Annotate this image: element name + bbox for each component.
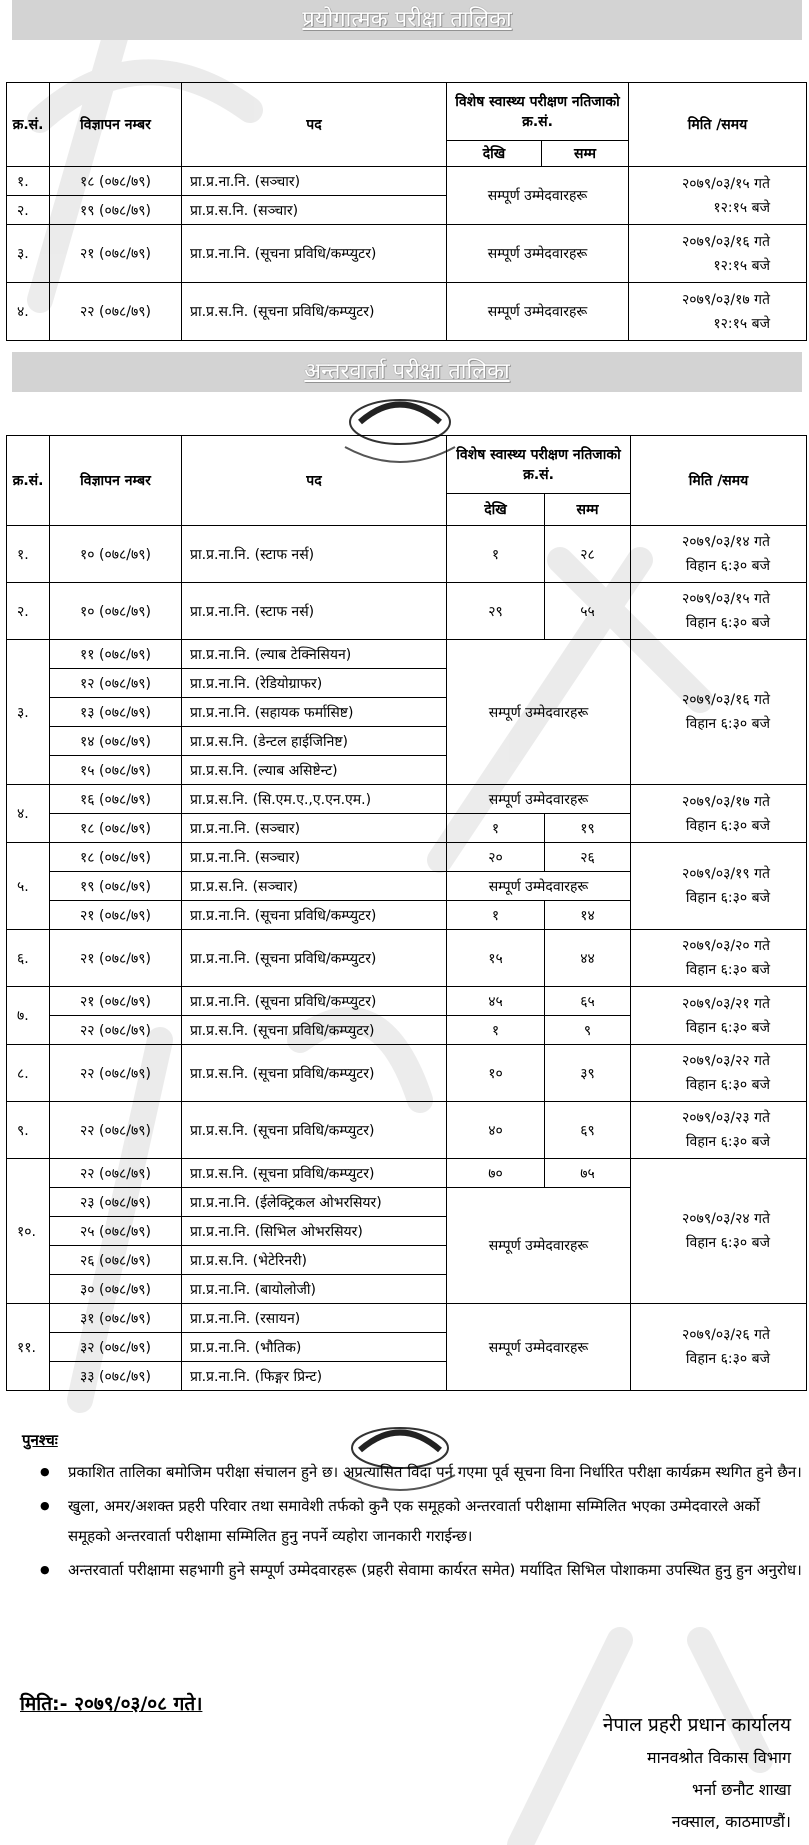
table-cell-datetime xyxy=(631,843,807,930)
date-text: २०७९/०३/१६ गते xyxy=(682,233,770,250)
table-cell-all-candidates: सम्पूर्ण उम्मेदवारहरू xyxy=(447,167,629,225)
table-cell-ad: १४ (०७८/७९) xyxy=(50,727,182,756)
table-cell-datetime xyxy=(631,785,807,843)
date-text: २०७९/०३/१६ गते xyxy=(682,692,770,708)
header-from: देखि xyxy=(447,141,542,167)
table-cell-sn: १०. xyxy=(7,1159,50,1304)
table-cell-post: प्रा.प्र.स.नि. (भेटेरिनरी) xyxy=(182,1246,447,1275)
table-cell-to: २६ xyxy=(545,843,631,872)
table-cell-post: प्रा.प्र.स.नि. (सूचना प्रविधि/कम्प्युटर) xyxy=(182,1102,447,1159)
table-cell-ad: २१ (०७८/७९) xyxy=(50,987,182,1016)
signature-dept: मानवश्रोत विकास विभाग xyxy=(647,1748,791,1767)
table-cell-to: ६९ xyxy=(545,1102,631,1159)
table-cell-ad: १८ (०७८/७९) xyxy=(50,167,182,196)
table-cell-ad: १३ (०७८/७९) xyxy=(50,698,182,727)
table-cell-to: २८ xyxy=(545,526,631,583)
table-cell-ad: २३ (०७८/७९) xyxy=(50,1188,182,1217)
table-cell-ad: १० (०७८/७९) xyxy=(50,583,182,640)
table-cell-post: प्रा.प्र.ना.नि. (भौतिक) xyxy=(182,1333,447,1362)
table-cell-datetime xyxy=(629,225,807,283)
time-text: १२:१५ बजे xyxy=(713,257,770,274)
table-cell-ad: २६ (०७८/७९) xyxy=(50,1246,182,1275)
table-cell-from: २९ xyxy=(447,583,545,640)
table-cell-post: प्रा.प्र.ना.नि. (सूचना प्रविधि/कम्प्युटर) xyxy=(182,930,447,987)
table-cell-all-candidates: सम्पूर्ण उम्मेदवारहरू xyxy=(447,785,631,814)
date-text: २०७९/०३/२४ गते xyxy=(682,1211,770,1227)
table-cell-from: ७० xyxy=(447,1159,545,1188)
table-cell-ad: ११ (०७८/७९) xyxy=(50,640,182,669)
header-from: देखि xyxy=(447,494,545,526)
table-cell-sn: २. xyxy=(7,583,50,640)
table-cell-ad: २१ (०७८/७९) xyxy=(50,930,182,987)
header-to: सम्म xyxy=(545,494,631,526)
table-cell-sn: ८. xyxy=(7,1045,50,1102)
table-cell-to: ३९ xyxy=(545,1045,631,1102)
date-text: २०७९/०३/१७ गते xyxy=(682,793,770,810)
header-result-sn: विशेष स्वास्थ्य परीक्षण नतिजाको क्र.सं. xyxy=(447,436,631,494)
table-cell-to: ६५ xyxy=(545,987,631,1016)
date-text: २०७९/०३/१५ गते xyxy=(682,175,770,192)
table-cell-from: ४० xyxy=(447,1102,545,1159)
header-result-sn: विशेष स्वास्थ्य परीक्षण नतिजाको क्र.सं. xyxy=(447,83,629,141)
list-item: ● खुला, अमर/अशक्त प्रहरी परिवार तथा समावेशी तर्फको कुनै एक समूहको अन्तरवार्ता परीक्षामा सम्मिलित भएका उम्मेदवारले अर्को समूहको अन्तरवार्ता परीक्षामा सम्मिलित हुनु नपर्ने व्यहोरा जानकारी गराईन्छ। xyxy=(68,1491,802,1551)
notes-heading: पुनश्चः xyxy=(22,1431,58,1449)
table-cell-post: प्रा.प्र.ना.नि. (सञ्चार) xyxy=(182,843,447,872)
table-cell-post: प्रा.प्र.ना.नि. (सिभिल ओभरसियर) xyxy=(182,1217,447,1246)
table-cell-sn: ७. xyxy=(7,987,50,1045)
table-cell-ad: १९ (०७८/७९) xyxy=(50,872,182,901)
table-cell-sn: ३. xyxy=(7,640,50,785)
time-text: विहान ६:३० बजे xyxy=(685,615,770,631)
table-cell-post: प्रा.प्र.ना.नि. (बायोलोजी) xyxy=(182,1275,447,1304)
header-sn: क्र.सं. xyxy=(7,83,50,167)
date-text: २०७९/०३/१४ गते xyxy=(682,534,770,550)
table-cell-ad: ३० (०७८/७९) xyxy=(50,1275,182,1304)
table-cell-from: १ xyxy=(447,526,545,583)
signature-branch: भर्ना छनौट शाखा xyxy=(691,1780,791,1799)
time-text: विहान ६:३० बजे xyxy=(685,1351,770,1367)
table-cell-all-candidates: सम्पूर्ण उम्मेदवारहरू xyxy=(447,1304,631,1391)
time-text: विहान ६:३० बजे xyxy=(685,1235,770,1251)
date-text: २०७९/०३/१९ गते xyxy=(682,866,770,882)
table-cell-datetime xyxy=(631,583,807,640)
table-cell-datetime xyxy=(631,640,807,785)
table-cell-ad: ३२ (०७८/७९) xyxy=(50,1333,182,1362)
date-text: २०७९/०३/२६ गते xyxy=(682,1327,770,1343)
table-cell-sn: ६. xyxy=(7,930,50,987)
table-cell-ad: २१ (०७८/७९) xyxy=(50,901,182,930)
table-cell-post: प्रा.प्र.स.नि. (सञ्चार) xyxy=(182,196,447,225)
date-text: २०७९/०३/२२ गते xyxy=(682,1053,770,1069)
signature-org: नेपाल प्रहरी प्रधान कार्यालय xyxy=(602,1714,791,1736)
table-cell-ad: २१ (०७८/७९) xyxy=(50,225,182,283)
date-text: २०७९/०३/१५ गते xyxy=(682,591,770,607)
table-cell-post: प्रा.प्र.ना.नि. (ईलेक्ट्रिकल ओभरसियर) xyxy=(182,1188,447,1217)
date-text: २०७९/०३/२१ गते xyxy=(682,995,770,1012)
table-cell-post: प्रा.प्र.ना.नि. (सहायक फर्मासिष्ट) xyxy=(182,698,447,727)
table-cell-post: प्रा.प्र.स.नि. (सूचना प्रविधि/कम्प्युटर) xyxy=(182,1016,447,1045)
header-to: सम्म xyxy=(542,141,629,167)
table-cell-datetime xyxy=(631,1045,807,1102)
practical-exam-table xyxy=(6,82,807,341)
table-cell-datetime xyxy=(631,930,807,987)
table-cell-ad: १८ (०७८/७९) xyxy=(50,843,182,872)
table-cell-ad: १२ (०७८/७९) xyxy=(50,669,182,698)
table-cell-post: प्रा.प्र.ना.नि. (सञ्चार) xyxy=(182,814,447,843)
table-cell-from: १० xyxy=(447,1045,545,1102)
table-cell-ad: २५ (०७८/७९) xyxy=(50,1217,182,1246)
time-text: १२:१५ बजे xyxy=(713,315,770,332)
table-cell-ad: २२ (०७८/७९) xyxy=(50,1102,182,1159)
table-cell-ad: ३३ (०७८/७९) xyxy=(50,1362,182,1391)
table-cell-all-candidates: सम्पूर्ण उम्मेदवारहरू xyxy=(447,872,631,901)
date-text: २०७९/०३/२३ गते xyxy=(682,1110,770,1126)
table-cell-post: प्रा.प्र.ना.नि. (सूचना प्रविधि/कम्प्युटर) xyxy=(182,225,447,283)
table-cell-from: १ xyxy=(447,814,545,843)
notes-list xyxy=(22,1457,802,1585)
table-cell-datetime xyxy=(631,1159,807,1304)
table-cell-to: १९ xyxy=(545,814,631,843)
table-cell-post: प्रा.प्र.स.नि. (सूचना प्रविधि/कम्प्युटर) xyxy=(182,1045,447,1102)
table-cell-sn: ९. xyxy=(7,1102,50,1159)
time-text: विहान ६:३० बजे xyxy=(685,890,770,906)
table-cell-all-candidates: सम्पूर्ण उम्मेदवारहरू xyxy=(447,283,629,341)
table-cell-post: प्रा.प्र.स.नि. (सि.एम.ए.,ए.एन.एम.) xyxy=(182,785,447,814)
notes-section xyxy=(22,1425,802,1589)
table-cell-datetime xyxy=(631,1102,807,1159)
table-cell-post: प्रा.प्र.ना.नि. (रेडियोग्राफर) xyxy=(182,669,447,698)
table-cell-from: २० xyxy=(447,843,545,872)
interview-exam-table xyxy=(6,435,807,1391)
time-text: विहान ६:३० बजे xyxy=(685,1077,770,1093)
table-cell-sn: ५. xyxy=(7,843,50,930)
table-cell-from: १५ xyxy=(447,930,545,987)
table-cell-post: प्रा.प्र.ना.नि. (सञ्चार) xyxy=(182,167,447,196)
header-ad-number: विज्ञापन नम्बर xyxy=(50,436,182,526)
table-cell-to: ७५ xyxy=(545,1159,631,1188)
table-cell-from: १ xyxy=(447,901,545,930)
table-cell-post: प्रा.प्र.ना.नि. (स्टाफ नर्स) xyxy=(182,526,447,583)
interview-exam-title: अन्तरवार्ता परीक्षा तालिका xyxy=(12,352,802,392)
table-cell-to: ५५ xyxy=(545,583,631,640)
table-cell-post: प्रा.प्र.स.नि. (ल्याब असिष्टेन्ट) xyxy=(182,756,447,785)
table-cell-datetime xyxy=(629,167,807,225)
table-cell-post: प्रा.प्र.ना.नि. (सूचना प्रविधि/कम्प्युटर) xyxy=(182,987,447,1016)
header-post: पद xyxy=(182,436,447,526)
table-cell-ad: १५ (०७८/७९) xyxy=(50,756,182,785)
table-cell-to: १४ xyxy=(545,901,631,930)
signature-block xyxy=(603,1708,791,1838)
table-cell-all-candidates: सम्पूर्ण उम्मेदवारहरू xyxy=(447,640,631,785)
table-cell-datetime xyxy=(629,283,807,341)
table-cell-ad: २२ (०७८/७९) xyxy=(50,1159,182,1188)
header-datetime: मिति /समय xyxy=(629,83,807,167)
list-item: ● अन्तरवार्ता परीक्षामा सहभागी हुने सम्पूर्ण उम्मेदवारहरू (प्रहरी सेवामा कार्यरत समेत) मर्यादित सिभिल पोशाकमा उपस्थित हुनु हुन अनुरोध। xyxy=(68,1555,802,1585)
table-cell-ad: २२ (०७८/७९) xyxy=(50,1045,182,1102)
list-item: ● प्रकाशित तालिका बमोजिम परीक्षा संचालन हुने छ। अप्रत्यासित विदा पर्न गएमा पूर्व सूचना विना निर्धारित परीक्षा कार्यक्रम स्थगित हुने छैन। xyxy=(68,1457,802,1487)
header-sn: क्र.सं. xyxy=(7,436,50,526)
table-cell-post: प्रा.प्र.स.नि. (सञ्चार) xyxy=(182,872,447,901)
table-cell-sn: ४. xyxy=(7,785,50,843)
header-datetime: मिति /समय xyxy=(631,436,807,526)
table-cell-post: प्रा.प्र.स.नि. (सूचना प्रविधि/कम्प्युटर) xyxy=(182,1159,447,1188)
table-cell-ad: १९ (०७८/७९) xyxy=(50,196,182,225)
table-cell-ad: २२ (०७८/७९) xyxy=(50,1016,182,1045)
table-cell-post: प्रा.प्र.स.नि. (सूचना प्रविधि/कम्प्युटर) xyxy=(182,283,447,341)
table-cell-sn: १. xyxy=(7,167,50,196)
table-cell-from: ४५ xyxy=(447,987,545,1016)
table-cell-datetime xyxy=(631,1304,807,1391)
table-cell-post: प्रा.प्र.स.नि. (डेन्टल हाईजिनिष्ट) xyxy=(182,727,447,756)
time-text: विहान ६:३० बजे xyxy=(685,1134,770,1150)
table-cell-ad: ३१ (०७८/७९) xyxy=(50,1304,182,1333)
time-text: विहान ६:३० बजे xyxy=(685,716,770,732)
table-cell-post: प्रा.प्र.ना.नि. (फिङ्गर प्रिन्ट) xyxy=(182,1362,447,1391)
table-cell-datetime xyxy=(631,987,807,1045)
table-cell-from: १ xyxy=(447,1016,545,1045)
table-cell-post: प्रा.प्र.ना.नि. (रसायन) xyxy=(182,1304,447,1333)
table-cell-post: प्रा.प्र.ना.नि. (सूचना प्रविधि/कम्प्युटर) xyxy=(182,901,447,930)
table-cell-sn: १. xyxy=(7,526,50,583)
practical-exam-title: प्रयोगात्मक परीक्षा तालिका xyxy=(12,0,802,40)
time-text: विहान ६:३० बजे xyxy=(685,962,770,978)
table-cell-sn: २. xyxy=(7,196,50,225)
publish-date: मिति:- २०७९/०३/०८ गते। xyxy=(20,1693,203,1715)
table-cell-sn: ४. xyxy=(7,283,50,341)
date-text: २०७९/०३/१७ गते xyxy=(682,291,770,308)
time-text: १२:१५ बजे xyxy=(713,199,770,216)
table-cell-post: प्रा.प्र.ना.नि. (स्टाफ नर्स) xyxy=(182,583,447,640)
table-cell-ad: १६ (०७८/७९) xyxy=(50,785,182,814)
header-post: पद xyxy=(182,83,447,167)
table-cell-sn: ३. xyxy=(7,225,50,283)
table-cell-all-candidates: सम्पूर्ण उम्मेदवारहरू xyxy=(447,1188,631,1304)
table-cell-post: प्रा.प्र.ना.नि. (ल्याब टेक्निसियन) xyxy=(182,640,447,669)
time-text: विहान ६:३० बजे xyxy=(685,558,770,574)
table-cell-datetime xyxy=(631,526,807,583)
time-text: विहान ६:३० बजे xyxy=(685,1019,770,1036)
time-text: विहान ६:३० बजे xyxy=(685,817,770,834)
table-cell-ad: १० (०७८/७९) xyxy=(50,526,182,583)
table-cell-all-candidates: सम्पूर्ण उम्मेदवारहरू xyxy=(447,225,629,283)
signature-place: नक्साल, काठमाण्डौं। xyxy=(671,1812,791,1831)
header-ad-number: विज्ञापन नम्बर xyxy=(50,83,182,167)
table-cell-ad: १८ (०७८/७९) xyxy=(50,814,182,843)
table-cell-ad: २२ (०७८/७९) xyxy=(50,283,182,341)
table-cell-to: ९ xyxy=(545,1016,631,1045)
table-cell-sn: ११. xyxy=(7,1304,50,1391)
date-text: २०७९/०३/२० गते xyxy=(682,938,770,954)
table-cell-to: ४४ xyxy=(545,930,631,987)
